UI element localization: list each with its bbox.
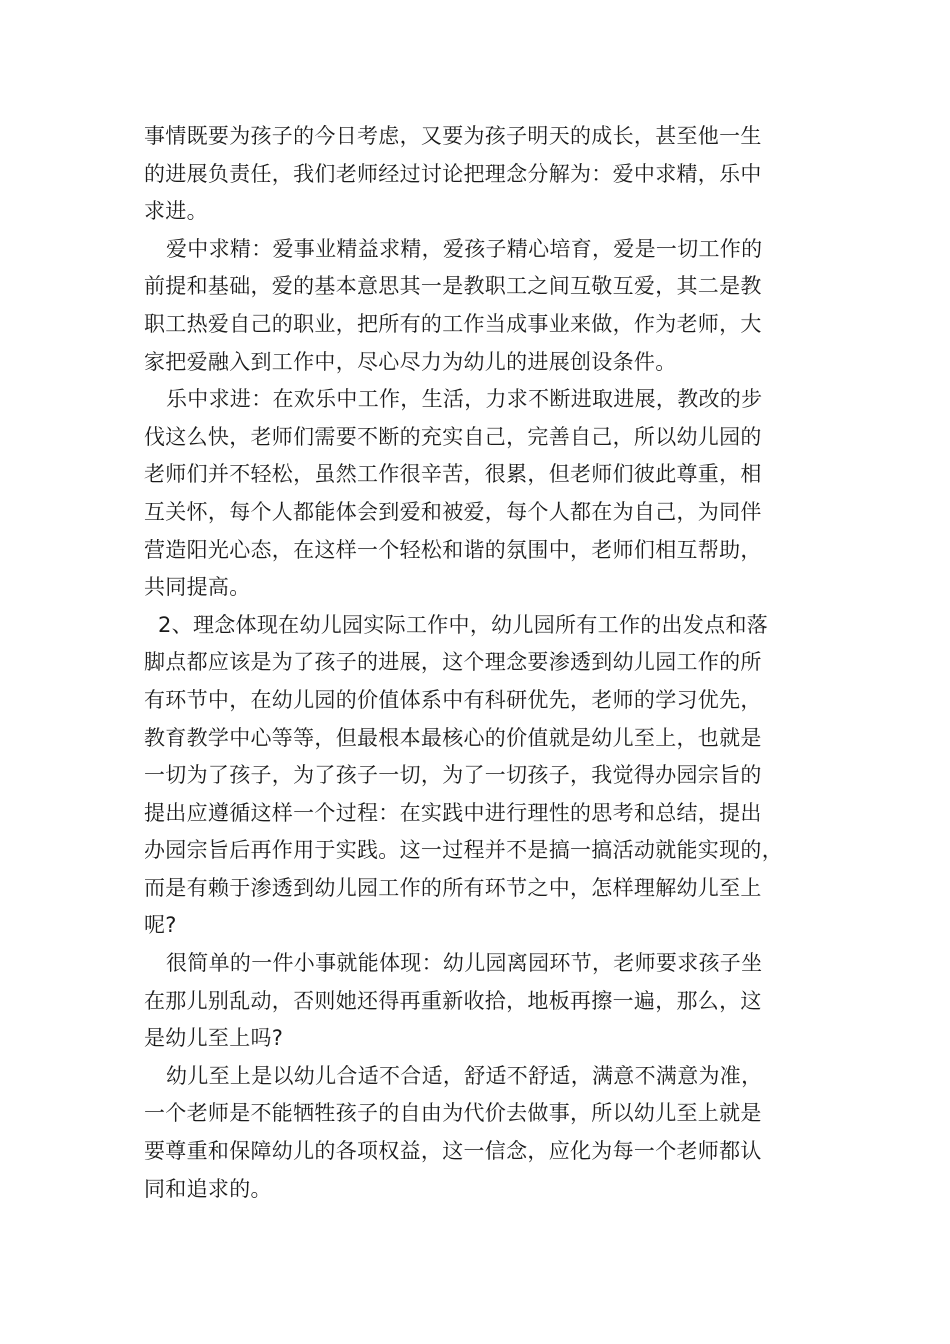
text-line: 办园宗旨后再作用于实践。这一过程并不是搞一搞活动就能实现的， — [144, 838, 783, 863]
paragraph-5 — [144, 945, 834, 1058]
text-line: 乐中求进：在欢乐中工作，生活，力求不断进取进展，教改的步 — [166, 387, 763, 412]
text-line: 伐这么快，老师们需要不断的充实自己，完善自己，所以幼儿园的 — [144, 424, 762, 449]
text-line: 要尊重和保障幼儿的各项权益，这一信念，应化为每一个老师都认 — [144, 1139, 762, 1164]
text-line: 教育教学中心等等，但最根本最核心的价值就是幼儿至上，也就是 — [144, 725, 762, 750]
text-line: 营造阳光心态，在这样一个轻松和谐的氛围中，老师们相互帮助， — [144, 537, 762, 562]
paragraph-3 — [144, 381, 834, 607]
text-line: 脚点都应该是为了孩子的进展，这个理念要渗透到幼儿园工作的所 — [144, 650, 762, 675]
text-line: 爱中求精：爱事业精益求精，爱孩子精心培育，爱是一切工作的 — [166, 236, 763, 261]
document-body — [144, 118, 834, 1208]
text-line: 是幼儿至上吗? — [144, 1026, 284, 1051]
text-line: 一个老师是不能牺牲孩子的自由为代价去做事，所以幼儿至上就是 — [144, 1101, 762, 1126]
text-line: 前提和基础，爱的基本意思其一是教职工之间互敬互爱，其二是教 — [144, 274, 762, 299]
text-line: 职工热爱自己的职业，把所有的工作当成事业来做，作为老师，大 — [144, 311, 762, 336]
text-line: 的进展负责任，我们老师经过讨论把理念分解为：爱中求精，乐中 — [144, 161, 762, 186]
text-line: 在那儿别乱动，否则她还得再重新收拾，地板再擦一遍，那么，这 — [144, 988, 762, 1013]
text-line: 有环节中，在幼儿园的价值体系中有科研优先，老师的学习优先， — [144, 687, 762, 712]
text-line: 呢? — [144, 913, 177, 938]
text-line: 2、理念体现在幼儿园实际工作中，幼儿园所有工作的出发点和落 — [158, 612, 769, 637]
text-line: 家把爱融入到工作中，尽心尽力为幼儿的进展创设条件。 — [144, 349, 677, 374]
text-line: 共同提高。 — [144, 575, 251, 600]
text-line: 很简单的一件小事就能体现：幼儿园离园环节，老师要求孩子坐 — [166, 951, 763, 976]
text-line: 幼儿至上是以幼儿合适不合适，舒适不舒适，满意不满意为准， — [166, 1063, 763, 1088]
text-line: 而是有赖于渗透到幼儿园工作的所有环节之中，怎样理解幼儿至上 — [144, 875, 762, 900]
paragraph-6 — [144, 1058, 834, 1208]
text-line: 提出应遵循这样一个过程：在实践中进行理性的思考和总结，提出 — [144, 800, 762, 825]
paragraph-2 — [144, 231, 834, 381]
text-line: 互关怀，每个人都能体会到爱和被爱，每个人都在为自己，为同伴 — [144, 499, 762, 524]
text-line: 老师们并不轻松，虽然工作很辛苦，很累，但老师们彼此尊重，相 — [144, 462, 762, 487]
text-line: 一切为了孩子，为了孩子一切，为了一切孩子，我觉得办园宗旨的 — [144, 763, 762, 788]
text-line: 同和追求的。 — [144, 1176, 272, 1201]
paragraph-1 — [144, 118, 834, 231]
paragraph-4 — [144, 607, 834, 945]
text-line: 求进。 — [144, 199, 208, 224]
text-line: 事情既要为孩子的今日考虑，又要为孩子明天的成长，甚至他一生 — [144, 124, 762, 148]
